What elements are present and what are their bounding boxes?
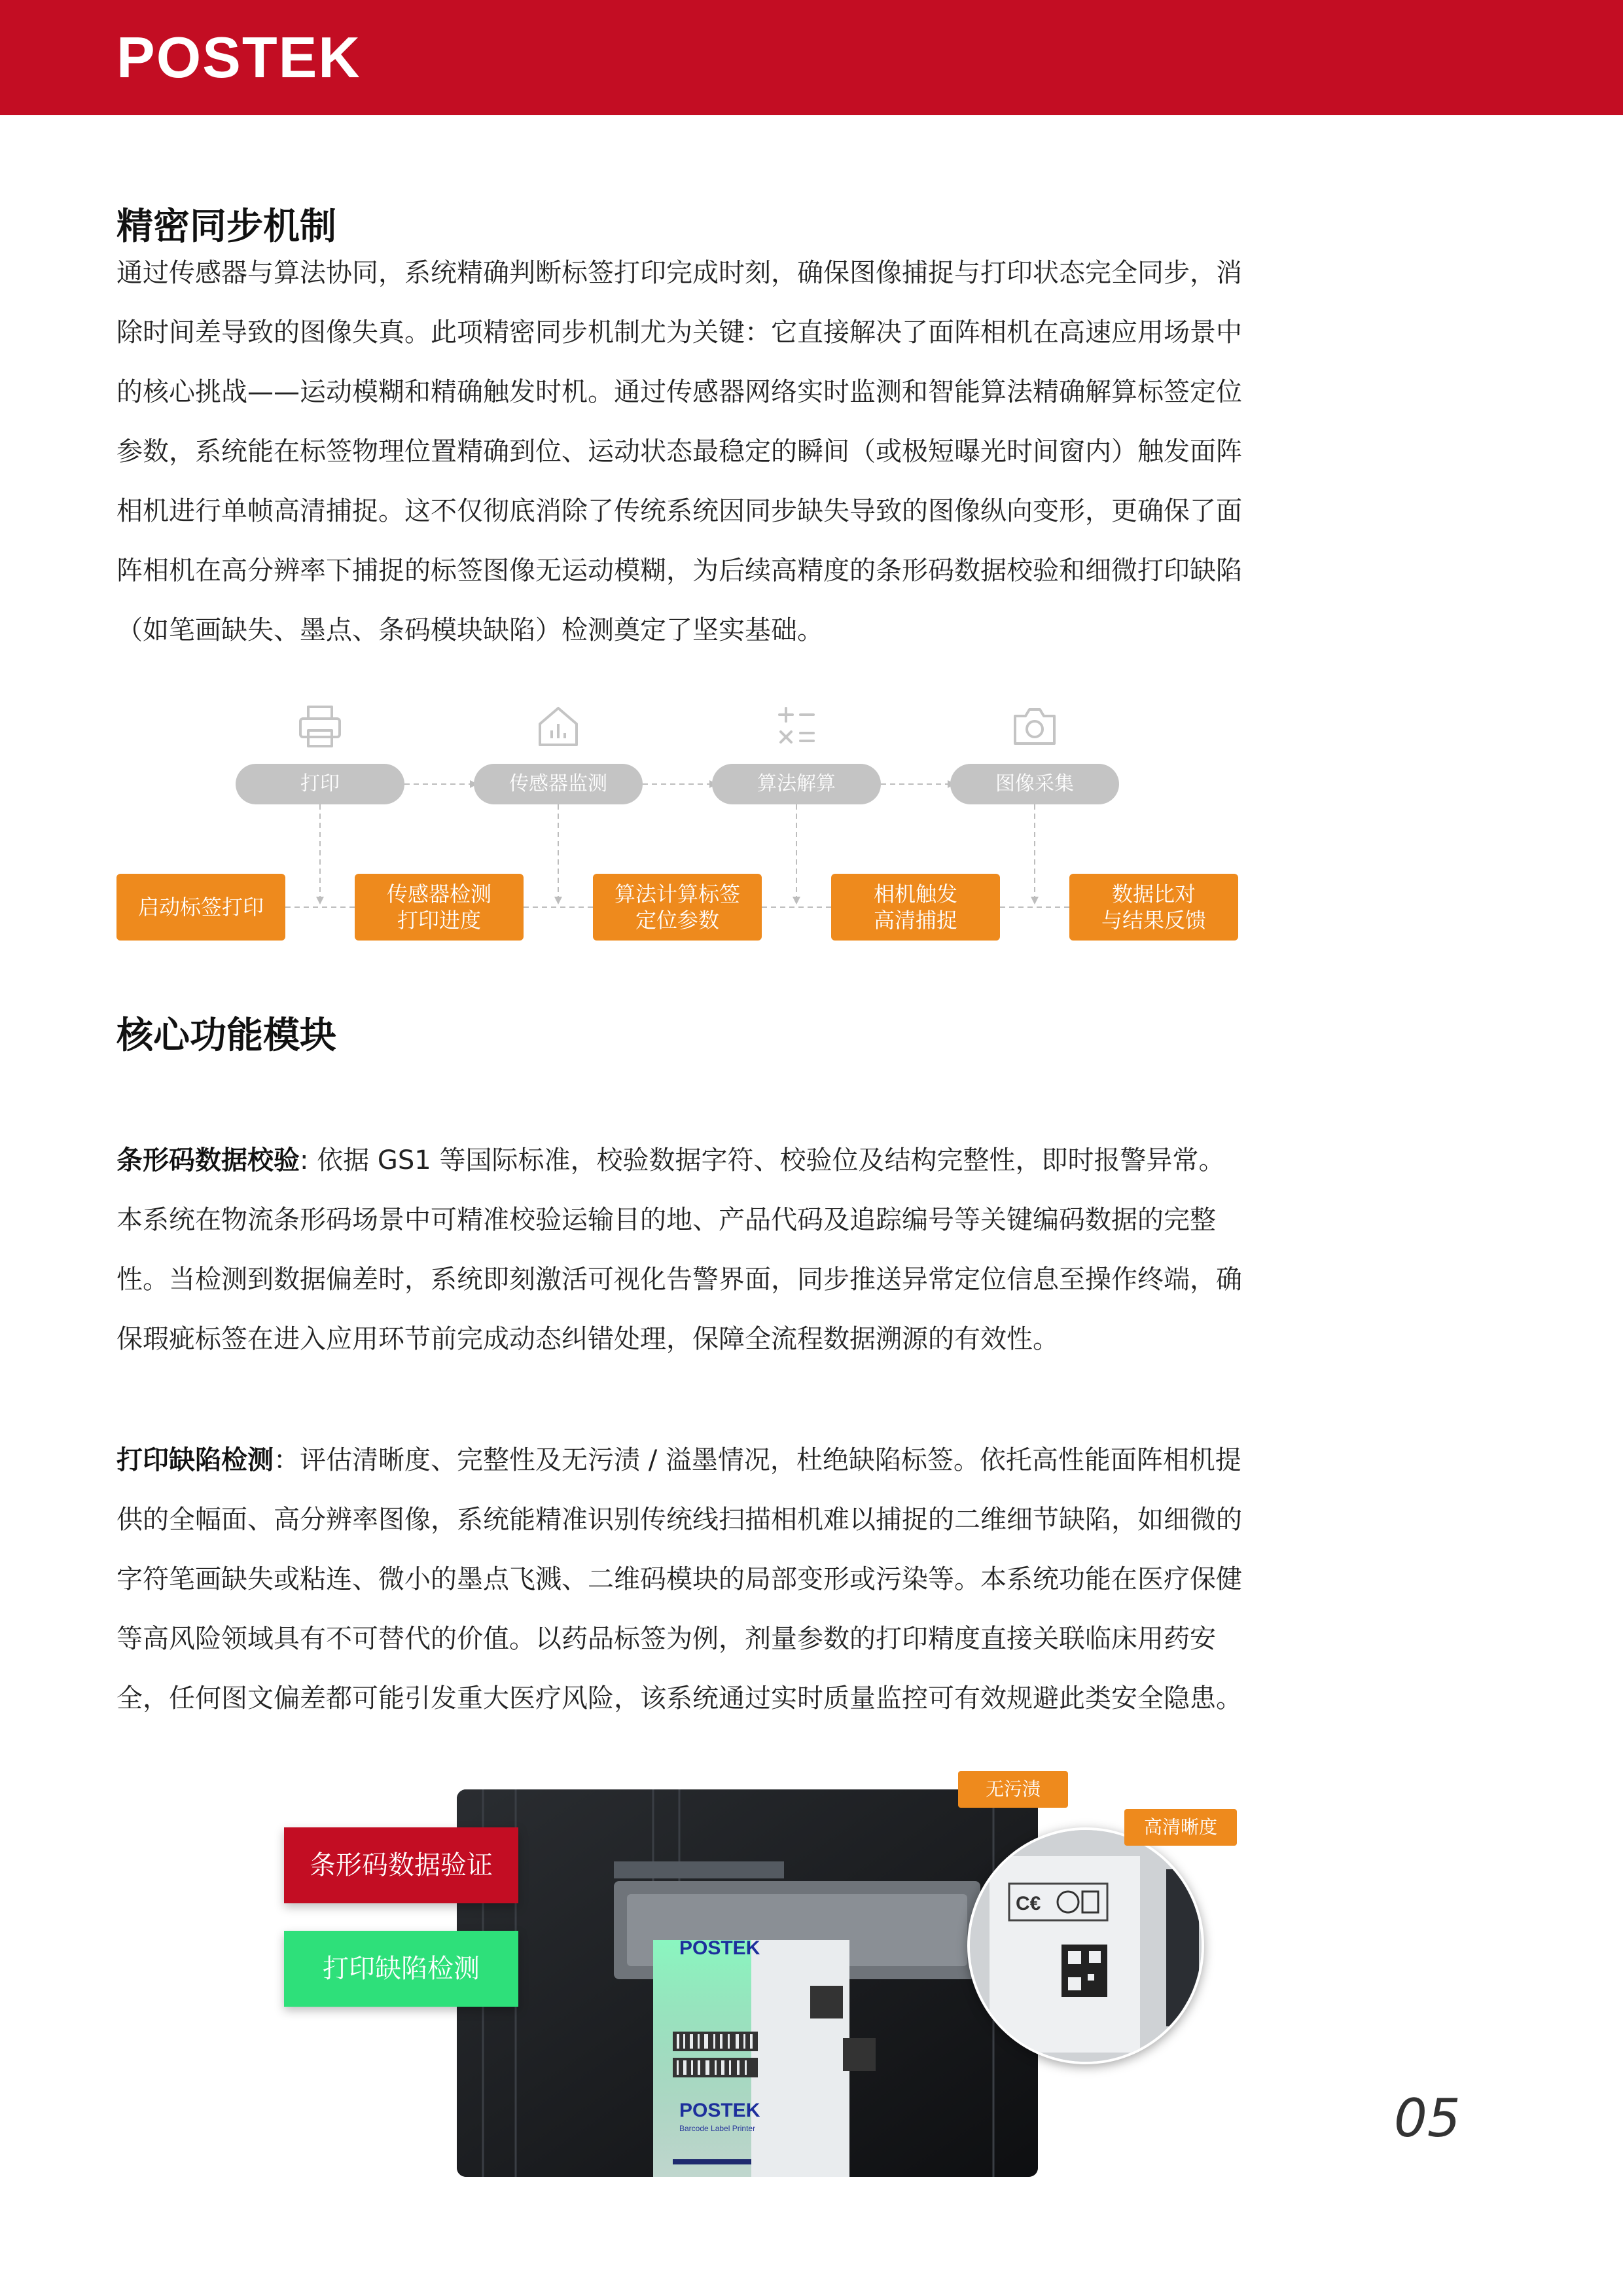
zoom-detail-circle [967,1827,1204,2064]
flow-step: 相机触发 高清捕捉 [831,874,1000,941]
callout-no-stain: 无污渍 [958,1771,1068,1808]
calculator-icon [770,700,823,753]
stage-pill: 算法解算 [712,764,881,804]
callout-high-clarity: 高清晰度 [1124,1809,1237,1846]
module-label: 打印缺陷检测 [116,1445,274,1475]
section-title-sync: 精密同步机制 [116,206,336,248]
badge-defect-detect: 打印缺陷检测 [284,1931,518,2007]
module-barcode-verify [116,1131,1242,1369]
svg-text:C€: C€ [1016,1893,1041,1914]
page-number: 05 [1394,2088,1461,2149]
section-body-sync: 通过传感器与算法协同，系统精确判断标签打印完成时刻，确保图像捕捉与打印状态完全同步，消除时间差导致的图像失真。此项精密同步机制尤为关键：它直接解决了面阵相机在高速应用场景中的核心挑战——运动模糊和精确触发时机。通过传感器网络实时监测和智能算法精确解算标签定位参数，系统能在标签物理位置精确到位、运动状态最稳定的瞬间（或极短曝光时间窗内）触发面阵相机进行单帧高清捕捉。这不仅彻底消除了传统系统因同步缺失导致的图像纵向变形，更确保了面阵相机在高分辨率下捕捉的标签图像无运动模糊，为后续高精度的条形码数据校验和细微打印缺陷（如笔画缺失、墨点、条码模块缺陷）检测奠定了坚实基础。 [116,258,1242,645]
sync-flow-diagram [116,700,1242,949]
camera-icon [1008,700,1061,753]
header-bar [0,0,1623,115]
flow-step: 传感器检测 打印进度 [355,874,524,941]
zoomed-label [970,1830,1202,2062]
label-title: Barcode Label Printer [679,2124,756,2133]
sensor-chart-icon [532,700,584,753]
flow-step: 算法计算标签 定位参数 [593,874,762,941]
postek-logo: POSTEK [116,25,361,90]
flow-step: 启动标签打印 [116,874,285,941]
stage-pill: 打印 [236,764,404,804]
printer-icon [294,700,346,753]
printer-illustration [457,1789,1038,2177]
stage-pill: 传感器监测 [474,764,643,804]
module-defect-detect [116,1431,1242,1729]
badge-barcode-verify: 条形码数据验证 [284,1827,518,1903]
label-brand: POSTEK [679,1937,760,1959]
section-title-modules: 核心功能模块 [116,1014,336,1057]
module-label: 条形码数据校验 [116,1145,300,1175]
flow-step: 数据比对 与结果反馈 [1069,874,1238,941]
label-brand: POSTEK [679,2100,760,2121]
printer-inspection-photo [457,1789,1038,2177]
module-text: : 依据 GS1 等国际标准，校验数据字符、校验位及结构完整性，即时报警异常。本系统在物流条形码场景中可精准校验运输目的地、产品代码及追踪编号等关键编码数据的完整性。当检测到数据偏差时，系统即刻激活可视化告警界面，同步推送异常定位信息至操作终端，确保瑕疵标签在进入应用环节前完成动态纠错处理，保障全流程数据溯源的有效性。 [116,1145,1242,1354]
stage-pill: 图像采集 [950,764,1119,804]
module-text: ：评估清晰度、完整性及无污渍 / 溢墨情况，杜绝缺陷标签。依托高性能面阵相机提供的全幅面、高分辨率图像，系统能精准识别传统线扫描相机难以捕捉的二维细节缺陷，如细微的字符笔画缺失或粘连、微小的墨点飞溅、二维码模块的局部变形或污染等。本系统功能在医疗保健等高风险领域具有不可替代的价值。以药品标签为例，剂量参数的打印精度直接关联临床用药安全，任何图文偏差都可能引发重大医疗风险，该系统通过实时质量监控可有效规避此类安全隐患。 [116,1445,1242,1713]
